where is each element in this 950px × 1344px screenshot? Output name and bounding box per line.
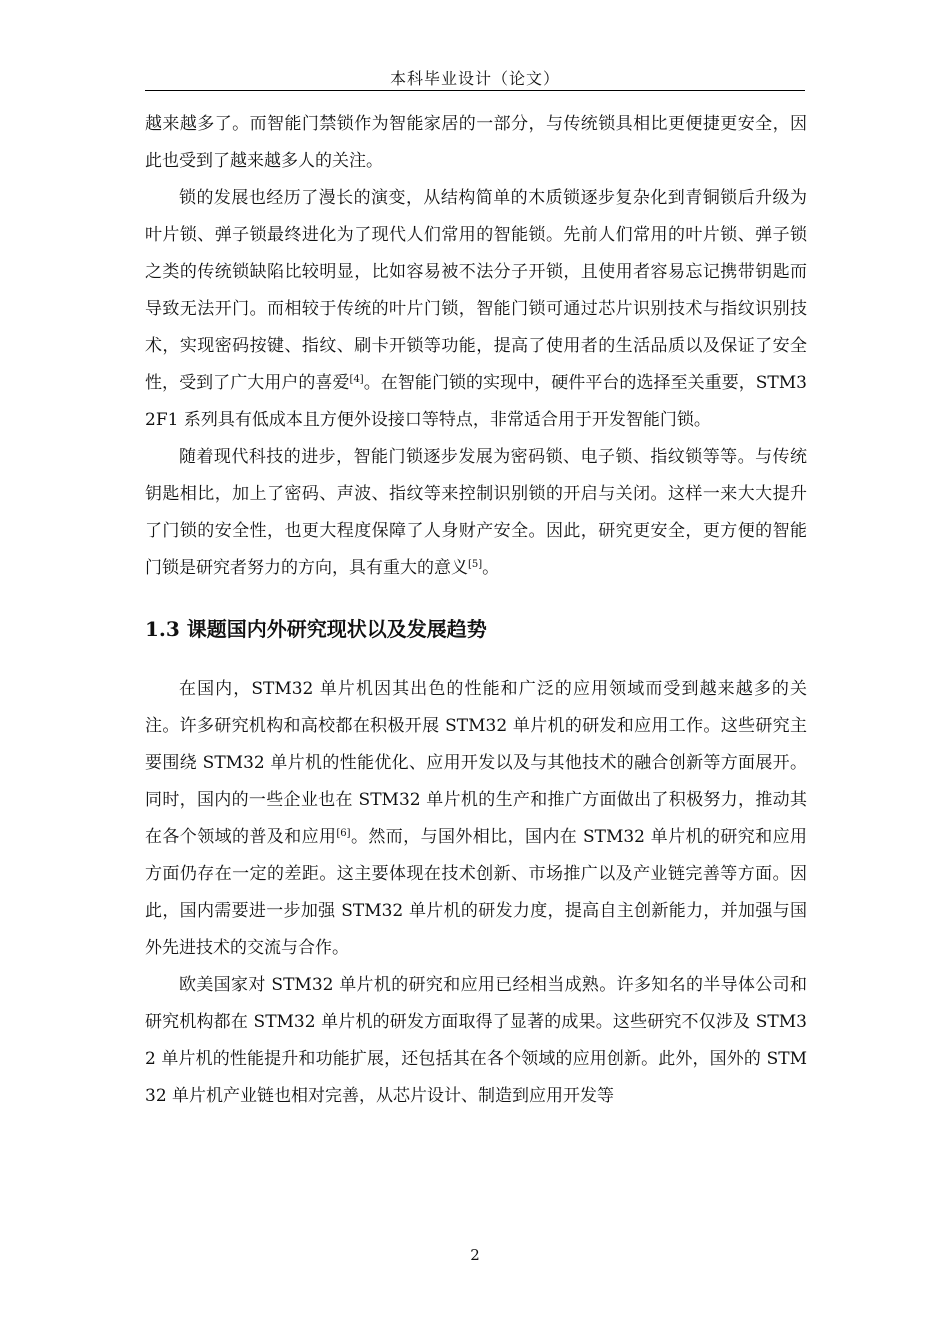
header-divider bbox=[145, 90, 805, 91]
page-header: 本科毕业设计（论文） bbox=[389, 69, 560, 88]
paragraph-text: 锁的发展也经历了漫长的演变，从结构简单的木质锁逐步复杂化到青铜锁后升级为叶片锁、弹子锁最终进化为了现代人们常用的智能锁。先前人们常用的叶片锁、弹子锁之类的传统锁缺陷比较明显，比如容易被不法分子开锁，且使用者容易忘记携带钥匙而导致无法开门。而相较于传统的叶片门锁，智能门锁可通过芯片识别技术与指纹识别技术，实现密码按键、指纹、刷卡开锁等功能，提高了使用者的生活品质以及保证了安全性，受到了广大用户的喜爱 bbox=[145, 188, 807, 393]
document-body bbox=[145, 106, 807, 1115]
paragraph-1 bbox=[145, 106, 807, 180]
paragraph-text-tail: 。 bbox=[482, 558, 500, 578]
page-number: 2 bbox=[470, 1246, 480, 1264]
paragraph-text: 越来越多了。而智能门禁锁作为智能家居的一部分，与传统锁具相比更便捷更安全，因此也受到了越来越多人的关注。 bbox=[145, 114, 807, 171]
paragraph-text-tail: 。然而，与国外相比，国内在 STM32 单片机的研究和应用方面仍存在一定的差距。这主要体现在技术创新、市场推广以及产业链完善等方面。因此，国内需要进一步加强 STM32 单片机的研发力度，提高自主创新能力，并加强与国外先进技术的交流与合作。 bbox=[145, 827, 807, 958]
paragraph-5 bbox=[145, 967, 807, 1115]
citation-6[interactable]: [6] bbox=[336, 828, 351, 839]
section-heading: 1.3 课题国内外研究现状以及发展趋势 bbox=[145, 617, 487, 641]
paragraph-text-tail: 。在智能门锁的实现中，硬件平台的选择至关重要，STM32F1 系列具有低成本且方便外设接口等特点，非常适合用于开发智能门锁。 bbox=[145, 373, 807, 430]
citation-5[interactable]: [5] bbox=[468, 559, 483, 570]
paragraph-text: 在国内，STM32 单片机因其出色的性能和广泛的应用领域而受到越来越多的关注。许多研究机构和高校都在积极开展 STM32 单片机的研发和应用工作。这些研究主要围绕 STM32 单片机的性能优化、应用开发以及与其他技术的融合创新等方面展开。同时，国内的一些企业也在 STM32 单片机的生产和推广方面做出了积极努力，推动其在各个领域的普及和应用 bbox=[145, 679, 807, 847]
citation-4[interactable]: [4] bbox=[349, 374, 364, 385]
paragraph-4 bbox=[145, 671, 807, 967]
paragraph-text: 欧美国家对 STM32 单片机的研究和应用已经相当成熟。许多知名的半导体公司和研究机构都在 STM32 单片机的研发方面取得了显著的成果。这些研究不仅涉及 STM32 单片机的性能提升和功能扩展，还包括其在各个领域的应用创新。此外，国外的 STM32 单片机产业链也相对完善，从芯片设计、制造到应用开发等 bbox=[145, 975, 807, 1106]
paragraph-text: 随着现代科技的进步，智能门锁逐步发展为密码锁、电子锁、指纹锁等等。与传统钥匙相比，加上了密码、声波、指纹等来控制识别锁的开启与关闭。这样一来大大提升了门锁的安全性，也更大程度保障了人身财产安全。因此，研究更安全，更方便的智能门锁是研究者努力的方向，具有重大的意义 bbox=[145, 447, 807, 578]
paragraph-2 bbox=[145, 180, 807, 439]
paragraph-3 bbox=[145, 439, 807, 587]
